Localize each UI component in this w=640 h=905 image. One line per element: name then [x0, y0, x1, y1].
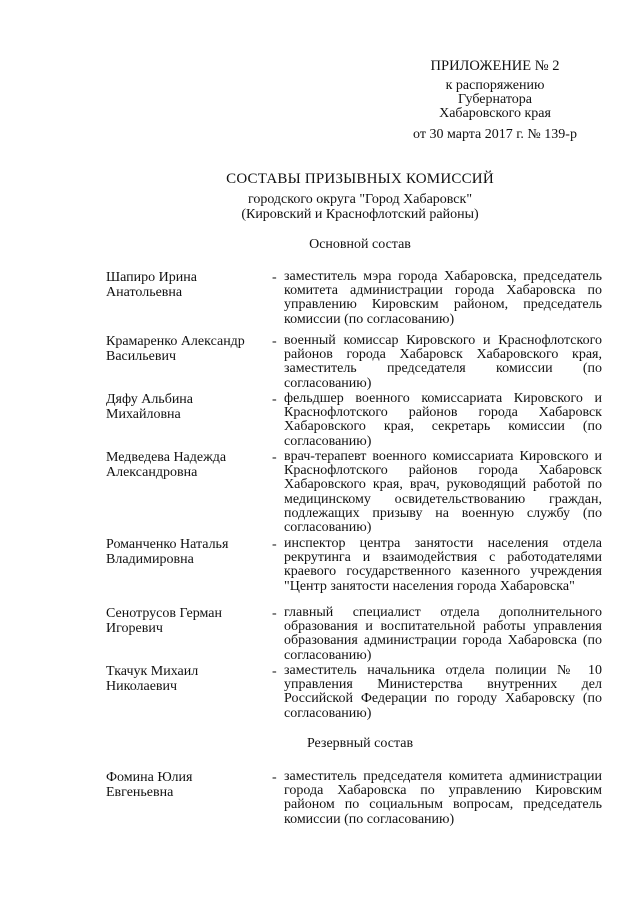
member-surname-given: Дяфу Альбина [106, 392, 194, 407]
member-role: заместитель мэра города Хабаровска, председатель комитета администрации города Хабаровска по управлению Кировским районом, председатель комиссии (по согласованию) [284, 269, 602, 327]
member-row [106, 270, 602, 327]
annex-line-3: Хабаровского края [439, 106, 551, 121]
member-row [106, 450, 602, 535]
member-row [106, 770, 602, 827]
member-name [106, 334, 272, 391]
member-name [106, 392, 272, 449]
member-surname-given: Медведева Надежда [106, 450, 227, 465]
member-patronymic: Васильевич [106, 349, 176, 364]
member-name [106, 664, 272, 721]
member-dash: - [272, 606, 277, 621]
document-subtitle-1: городского округа "Город Хабаровск" [247, 192, 473, 207]
member-dash: - [272, 537, 277, 552]
member-dash: - [272, 334, 277, 349]
member-role: инспектор центра занятости населения отдела рекрутинга и взаимодействия с работодателями краевого государственного казенного учреждения "Центр занятости населения города Хабаровска" [284, 536, 602, 594]
member-role: военный комиссар Кировского и Краснофлотского районов города Хабаровск Хабаровского края, заместитель председателя комиссии (по согласованию) [284, 333, 602, 391]
member-patronymic: Михайловна [106, 407, 181, 422]
member-role: заместитель председателя комитета администрации города Хабаровска по управлению Кировским районом по социальным вопросам, председатель комиссии (по согласованию) [284, 769, 602, 827]
member-surname-given: Шапиро Ирина [106, 270, 197, 285]
member-surname-given: Крамаренко Александр [106, 334, 245, 349]
member-patronymic: Евгеньевна [106, 785, 174, 800]
member-dash: - [272, 270, 277, 285]
member-patronymic: Владимировна [106, 552, 194, 567]
member-role: заместитель начальника отдела полиции № 10 управления Министерства внутренних дел Российской Федерации по городу Хабаровску (по согласованию) [284, 663, 602, 721]
annex-header [380, 58, 610, 142]
document-subtitle-2: (Кировский и Краснофлотский районы) [241, 207, 479, 222]
section-title-main: Основной состав [309, 237, 411, 252]
annex-line-2: Губернатора [457, 92, 533, 107]
member-role: врач-терапевт военного комиссариата Кировского и Краснофлотского районов города Хабаровск Хабаровского края, врач, руководящий работой по медицинскому освидетельствованию граждан, подлежащих призыву на военную службу (по согласованию) [284, 449, 602, 536]
member-patronymic: Александровна [106, 465, 198, 480]
annex-title: ПРИЛОЖЕНИЕ № 2 [430, 58, 560, 74]
member-surname-given: Фомина Юлия [106, 770, 193, 785]
member-name [106, 606, 272, 663]
member-patronymic: Николаевич [106, 679, 178, 694]
member-dash: - [272, 450, 277, 465]
member-role: главный специалист отдела дополнительного образования и воспитательной работы управления образования администрации города Хабаровска (по согласованию) [284, 605, 602, 663]
document-title: СОСТАВЫ ПРИЗЫВНЫХ КОМИССИЙ [226, 171, 494, 187]
member-patronymic: Игоревич [106, 621, 163, 636]
member-name [106, 270, 272, 327]
member-role: фельдшер военного комиссариата Кировского и Краснофлотского районов города Хабаровск Хабаровского края, секретарь комиссии (по согласованию) [284, 391, 602, 449]
member-surname-given: Сенотрусов Герман [106, 606, 222, 621]
annex-line-1: к распоряжению [445, 78, 545, 93]
member-dash: - [272, 392, 277, 407]
section-title-reserve: Резервный состав [306, 736, 414, 751]
member-row [106, 392, 602, 449]
member-name [106, 770, 272, 827]
member-row [106, 606, 602, 663]
member-dash: - [272, 664, 277, 679]
annex-date: от 30 марта 2017 г. № 139-р [413, 127, 577, 142]
member-patronymic: Анатольевна [106, 285, 183, 300]
member-row [106, 334, 602, 391]
member-surname-given: Ткачук Михаил [106, 664, 199, 679]
member-name [106, 450, 272, 535]
member-dash: - [272, 770, 277, 785]
member-name [106, 537, 272, 594]
member-surname-given: Романченко Наталья [106, 537, 229, 552]
member-row [106, 664, 602, 721]
member-row [106, 537, 602, 594]
